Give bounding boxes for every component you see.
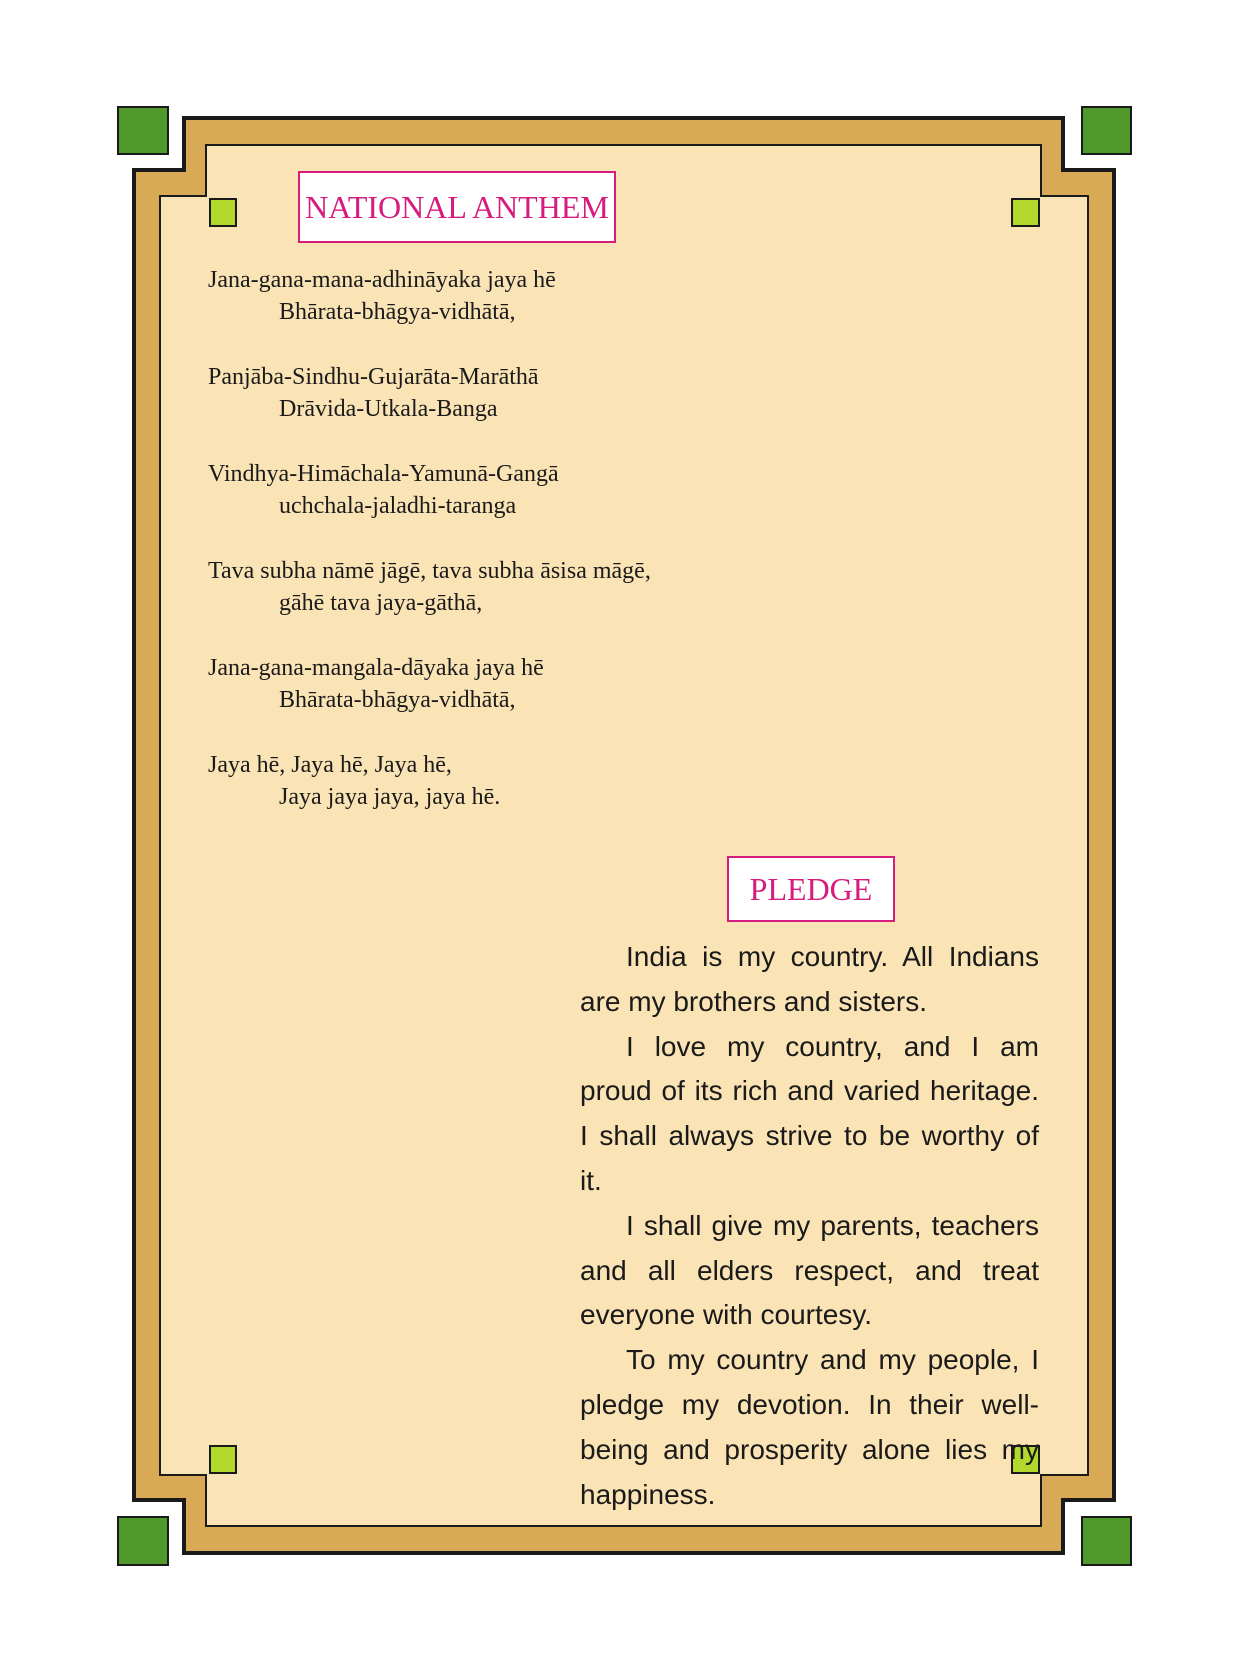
anthem-stanza	[208, 458, 768, 522]
corner-square-bottom-left	[118, 1517, 168, 1565]
anthem-line: Jaya hē, Jaya hē, Jaya hē,	[208, 752, 452, 778]
pledge-paragraph: India is my country. All Indians are my brothers and sisters.	[580, 941, 1039, 1017]
inner-square-top-right	[1012, 199, 1039, 226]
anthem-stanza	[208, 652, 768, 716]
pledge-text	[580, 935, 1039, 1517]
anthem-title: NATIONAL ANTHEM	[298, 171, 616, 243]
pledge-paragraph: I shall give my parents, teachers and all elders respect, and treat everyone with courtesy.	[580, 1209, 1039, 1331]
anthem-line: Vindhya-Himāchala-Yamunā-Gangā	[208, 461, 559, 487]
anthem-line-indented: Bhārata-bhāgya-vidhātā,	[279, 299, 516, 325]
anthem-text	[208, 264, 768, 846]
anthem-line: Jana-gana-mana-adhināyaka jaya hē	[208, 267, 556, 293]
anthem-line: Tava subha nāmē jāgē, tava subha āsisa māgē,	[208, 558, 651, 584]
anthem-line-indented: Jaya jaya jaya, jaya hē.	[279, 784, 501, 810]
inner-square-bottom-left	[210, 1446, 236, 1473]
anthem-line-indented: uchchala-jaladhi-taranga	[279, 493, 517, 519]
pledge-paragraph: To my country and my people, I pledge my devotion. In their well-being and prosperity alone lies my happiness.	[580, 1344, 1039, 1510]
inner-square-top-left	[210, 199, 236, 226]
anthem-line: Jana-gana-mangala-dāyaka jaya hē	[208, 655, 544, 681]
anthem-line-indented: gāhē tava jaya-gāthā,	[279, 590, 483, 616]
pledge-paragraph: I love my country, and I am proud of its rich and varied heritage. I shall always strive to be worthy of it.	[580, 1030, 1039, 1196]
corner-square-top-left	[118, 107, 168, 154]
anthem-stanza	[208, 749, 768, 813]
anthem-line: Panjāba-Sindhu-Gujarāta-Marāthā	[208, 364, 539, 390]
anthem-stanza	[208, 264, 768, 328]
anthem-stanza	[208, 555, 768, 619]
anthem-stanza	[208, 361, 768, 425]
corner-square-bottom-right	[1082, 1517, 1131, 1565]
anthem-line-indented: Bhārata-bhāgya-vidhātā,	[279, 687, 516, 713]
anthem-line-indented: Drāvida-Utkala-Banga	[279, 396, 498, 422]
pledge-title: PLEDGE	[727, 856, 895, 922]
corner-square-top-right	[1082, 107, 1131, 154]
